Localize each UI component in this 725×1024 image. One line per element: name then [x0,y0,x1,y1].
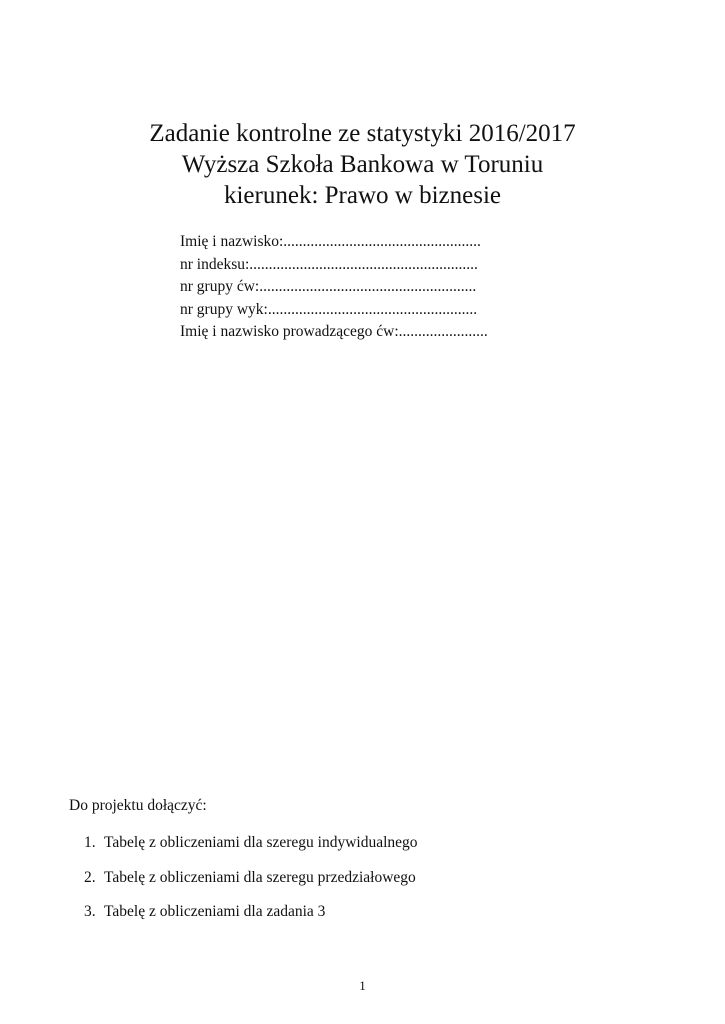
list-item [69,832,669,854]
field-index-number: nr indeksu:........................................................... [180,255,478,273]
field-full-name: Imię i nazwisko:................................................... [180,233,481,250]
document-title [0,118,725,211]
list-item-text: Tabelę z obliczeniami dla szeregu indywidualnego [104,834,418,851]
list-item-text: Tabelę z obliczeniami dla zadania 3 [104,903,326,920]
list-item-number: 3. [84,903,96,920]
list-item-number: 1. [84,834,96,851]
title-line-major: kierunek: Prawo w biznesie [223,182,501,209]
list-item-text: Tabelę z obliczeniami dla szeregu przedziałowego [104,868,416,886]
list-item [69,901,669,923]
list-item [69,867,669,889]
field-exercise-group: nr grupy ćw:........................................................ [180,278,477,295]
field-lecture-group: nr grupy wyk:...................................................... [180,300,478,318]
page-number: 1 [359,978,366,993]
attachments-list [69,832,669,923]
attachments-intro: Do projektu dołączyć: [69,797,207,814]
field-instructor-name: Imię i nazwisko prowadzącego ćw:....................... [180,323,488,340]
list-item-number: 2. [84,868,96,886]
attachments-section [69,795,669,936]
student-info-fields [180,231,545,344]
title-line-course: Zadanie kontrolne ze statystyki 2016/2017 [149,120,576,147]
title-line-school: Wyższa Szkoła Bankowa w Toruniu [181,151,544,178]
